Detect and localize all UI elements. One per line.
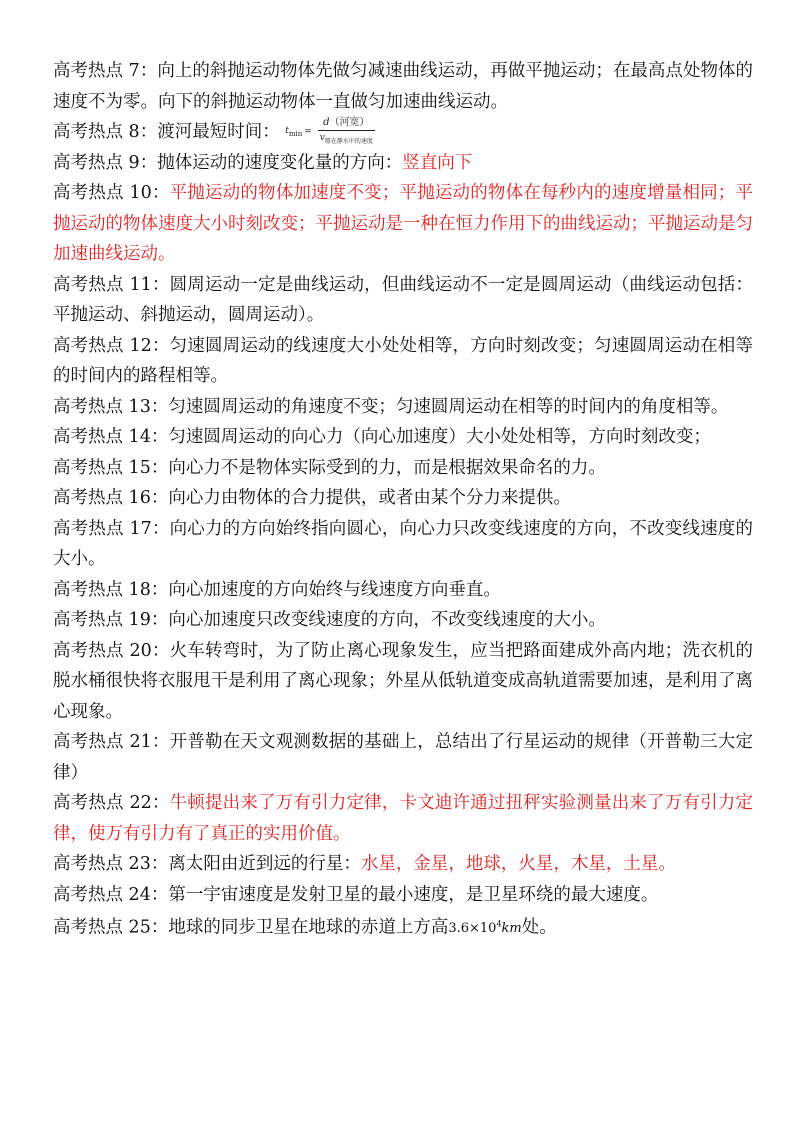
fraction-bar [318, 130, 375, 131]
point-label: 高考热点 10： [53, 183, 170, 203]
point-8 [53, 117, 753, 148]
formula-numerator [319, 118, 373, 128]
formula-denominator-var: v [319, 133, 325, 144]
point-11 [53, 270, 753, 331]
point-label: 高考热点 14： [53, 427, 169, 447]
height-exponent: 4 [496, 920, 502, 929]
point-21 [53, 727, 753, 788]
point-10 [53, 178, 753, 270]
point-24 [53, 880, 753, 911]
point-text: 匀速圆周运动的角速度不变；匀速圆周运动在相等的时间内的角度相等。 [168, 396, 729, 417]
min-time-formula [285, 118, 375, 147]
point-16 [53, 483, 753, 514]
point-label: 高考热点 23： [53, 854, 169, 874]
point-13 [53, 392, 753, 423]
height-unit: km [501, 921, 522, 937]
point-label: 高考热点 8： [53, 122, 158, 142]
point-15 [53, 453, 753, 484]
point-highlight: 竖直向下 [402, 152, 473, 173]
document-content [53, 56, 753, 945]
point-text: 向上的斜抛运动物体先做匀减速曲线运动，再做平抛运动；在最高点处物体的速度不为零。向下的斜抛运动物体一直做匀加速曲线运动。 [53, 61, 753, 112]
point-label: 高考热点 15： [53, 457, 169, 478]
point-text: 向心加速度的方向始终与线速度方向垂直。 [168, 579, 501, 600]
point-tail: 处。 [521, 917, 557, 938]
point-22 [53, 788, 753, 849]
point-label: 高考热点 21： [53, 732, 170, 752]
point-text: 向心力由物体的合力提供，或者由某个分力来提供。 [168, 488, 571, 508]
point-label: 高考热点 13： [53, 396, 169, 417]
point-text: 地球的同步卫星在地球的赤道上方高 [168, 917, 449, 938]
point-text: 开普勒在天文观测数据的基础上，总结出了行星运动的规律（开普勒三大定律） [53, 732, 753, 783]
point-label: 高考热点 20： [53, 640, 170, 661]
formula-lhs-var: t [285, 126, 289, 137]
point-text: 圆周运动一定是曲线运动，但曲线运动不一定是圆周运动（曲线运动包括：平抛运动、斜抛运动，圆周运动）。 [53, 274, 753, 325]
point-text: 抛体运动的速度变化量的方向： [157, 152, 403, 173]
point-label: 高考热点 9： [53, 152, 158, 173]
point-12 [53, 331, 753, 392]
point-19 [53, 605, 753, 636]
point-text: 渡河最短时间： [157, 122, 280, 142]
point-20 [53, 636, 753, 728]
formula-lhs-sub: min [288, 129, 303, 138]
point-label: 高考热点 25： [53, 917, 169, 938]
point-label: 高考热点 17： [53, 518, 170, 539]
formula-equals: = [304, 127, 312, 138]
point-label: 高考热点 18： [53, 579, 169, 600]
orbit-height-value [448, 921, 521, 936]
formula-fraction [318, 118, 375, 147]
height-mantissa: 3.6×10 [448, 921, 497, 937]
point-text: 向心加速度只改变线速度的方向，不改变线速度的大小。 [168, 610, 606, 630]
point-text: 匀速圆周运动的向心力（向心加速度）大小处处相等，方向时刻改变； [168, 427, 711, 447]
formula-lhs [285, 126, 302, 139]
point-highlight: 平抛运动的物体加速度不变；平抛运动的物体在每秒内的速度增量相同；平抛运动的物体速度大小时刻改变；平抛运动是一种在恒力作用下的曲线运动；平抛运动是匀加速曲线运动。 [53, 183, 753, 264]
point-7 [53, 56, 753, 117]
point-highlight: 水星，金星，地球，火星，木星，土星。 [360, 854, 676, 874]
point-18 [53, 575, 753, 606]
point-label: 高考热点 11： [53, 274, 170, 295]
point-23 [53, 849, 753, 880]
point-17 [53, 514, 753, 575]
point-label: 高考热点 7： [53, 61, 158, 81]
formula-numerator-note: （河宽） [329, 117, 370, 129]
point-label: 高考热点 16： [53, 488, 169, 508]
point-text: 离太阳由近到远的行星： [168, 854, 361, 874]
point-highlight: 牛顿提出来了万有引力定律，卡文迪许通过扭秤实验测量出来了万有引力定律，使万有引力有了真正的实用价值。 [53, 793, 753, 844]
point-label: 高考热点 19： [53, 610, 169, 630]
point-text: 向心力的方向始终指向圆心，向心力只改变线速度的方向，不改变线速度的大小。 [53, 518, 753, 569]
formula-denominator-sub: 船在静水中的速度 [324, 137, 373, 145]
point-text: 向心力不是物体实际受到的力，而是根据效果命名的力。 [168, 457, 606, 478]
point-text: 火车转弯时，为了防止离心现象发生，应当把路面建成外高内地；洗衣机的脱水桶很快将衣服甩干是利用了离心现象；外星从低轨道变成高轨道需要加速，是利用了离心现象。 [53, 640, 753, 722]
point-25 [53, 910, 753, 945]
point-label: 高考热点 22： [53, 793, 170, 813]
formula-numerator-var: d [323, 117, 330, 129]
point-text: 第一宇宙速度是发射卫星的最小速度，是卫星环绕的最大速度。 [168, 884, 659, 905]
point-label: 高考热点 24： [53, 884, 169, 905]
point-9 [53, 148, 753, 179]
formula-denominator [318, 133, 375, 147]
point-14 [53, 422, 753, 453]
point-label: 高考热点 12： [53, 335, 170, 356]
point-text: 匀速圆周运动的线速度大小处处相等，方向时刻改变；匀速圆周运动在相等的时间内的路程相等。 [53, 335, 753, 386]
